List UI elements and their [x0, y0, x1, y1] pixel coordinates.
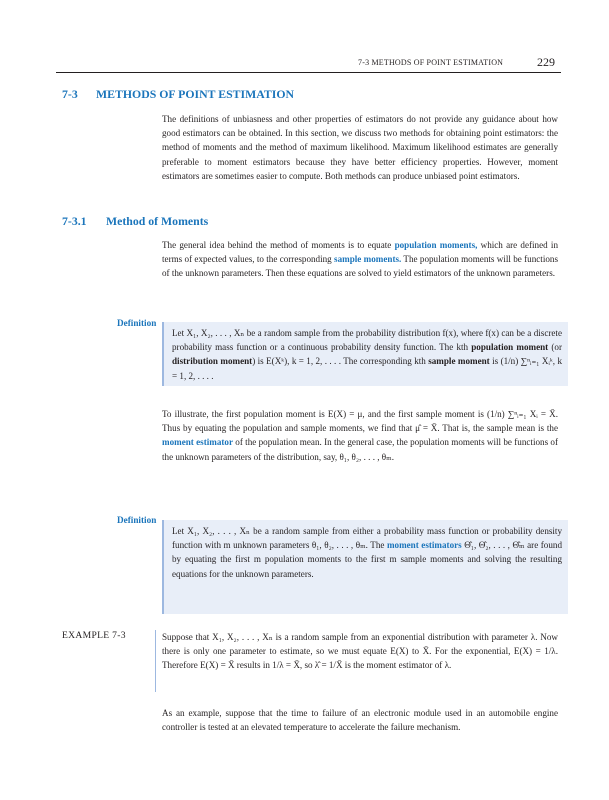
illustration-paragraph [162, 407, 558, 464]
section-intro-paragraph: The definitions of unbiasness and other properties of estimators do not provide any guidance about how good estimators can be obtained. In this section, we discuss two methods for obtaining point estimators: the method of moments and the method of maximum likelihood. Maximum likelihood estimates are generally preferable to moment estimators because they have better efficiency properties. However, moment estimators are sometimes easier to compute. Both methods can produce unbiased point estimators. [162, 114, 558, 181]
running-head: 7-3 METHODS OF POINT ESTIMATION [358, 58, 504, 67]
term-population-moment: population moment [471, 342, 549, 353]
key-term-moment-estimator: moment estimator [162, 437, 233, 448]
example-rule [155, 630, 156, 692]
term-sample-moment: sample moment [428, 356, 490, 367]
key-term-moment-estimators: moment estimators [386, 540, 462, 551]
definition-box-moments [162, 322, 568, 386]
page-number: 229 [537, 55, 555, 69]
definition-text: Let X₁, X₂, . . . , Xₙ be a random sample from the probability distribution f(x), where f(x) can be a discrete probability mass function or a continuous probability density function. The kth [172, 328, 562, 353]
method-of-moments-paragraph [162, 238, 558, 281]
definition-label: Definition [117, 515, 157, 525]
paragraph-text: The general idea behind the method of moments is to equate [162, 240, 395, 250]
example-label: EXAMPLE 7-3 [62, 630, 126, 641]
term-distribution-moment: distribution moment [172, 356, 253, 367]
subsection-title: Method of Moments [106, 214, 209, 228]
closing-paragraph: As an example, suppose that the time to failure of an electronic module used in an automobile engine controller is tested at an elevated temperature to accelerate the failure mechanism. [162, 708, 558, 733]
paragraph-text: which are defined in terms of expected values, to the corresponding [162, 240, 558, 265]
definition-text: is (1/n) ∑ⁿᵢ₌₁ Xᵢᵏ, k = 1, 2, . . . . [172, 356, 562, 381]
key-term-population-moments: population moments, [394, 240, 478, 250]
subsection-number: 7-3.1 [62, 214, 87, 228]
paragraph-text: of the population mean. In the general case, the population moments will be functions of the unknown parameters of the distribution, say, θ₁, θ₂, . . . , θₘ. [162, 437, 558, 462]
section-number: 7-3 [62, 87, 78, 101]
paragraph-text: To illustrate, the first population moment is E(X) = μ, and the first sample moment is (1/n) ∑ⁿᵢ₌₁ Xᵢ = X̄. Thus by equating the population and sample moments, we find that μ̂ = X̄. That is, the sample mean is the [162, 409, 558, 434]
definition-text: (or [548, 342, 562, 353]
definition-box-moment-estimators [162, 520, 568, 614]
definition-text: Let X₁, X₂, . . . , Xₙ be a random sample from either a probability mass function or probability density function with m unknown parameters θ₁, θ₂, . . . , θₘ. The [172, 526, 562, 551]
section-title: METHODS OF POINT ESTIMATION [96, 87, 295, 101]
paragraph-text: The population moments will be functions of the unknown parameters. Then these equations are solved to yield estimators of the unknown parameters. [162, 254, 558, 279]
definition-text: Θ̂₁, Θ̂₂, . . . , Θ̂ₘ are found by equating the first m population moments to the first m sample moments and solving the resulting equations for the unknown parameters. [172, 540, 562, 579]
definition-text: ) is E(Xᵏ), k = 1, 2, . . . . The corresponding kth [252, 356, 429, 367]
definition-label: Definition [117, 318, 157, 328]
key-term-sample-moments: sample moments. [334, 254, 402, 265]
example-text: Suppose that X₁, X₂, . . . , Xₙ is a random sample from an exponential distribution with parameter λ. Now there is only one parameter to estimate, so we must equate E(X) to X̄. For the exponential, E(X) = 1/λ. Therefore E(X) = X̄ results in 1/λ = X̄, so λ̂ = 1/X̄ is the moment estimator of λ. [162, 632, 558, 671]
header-rule [56, 72, 561, 73]
